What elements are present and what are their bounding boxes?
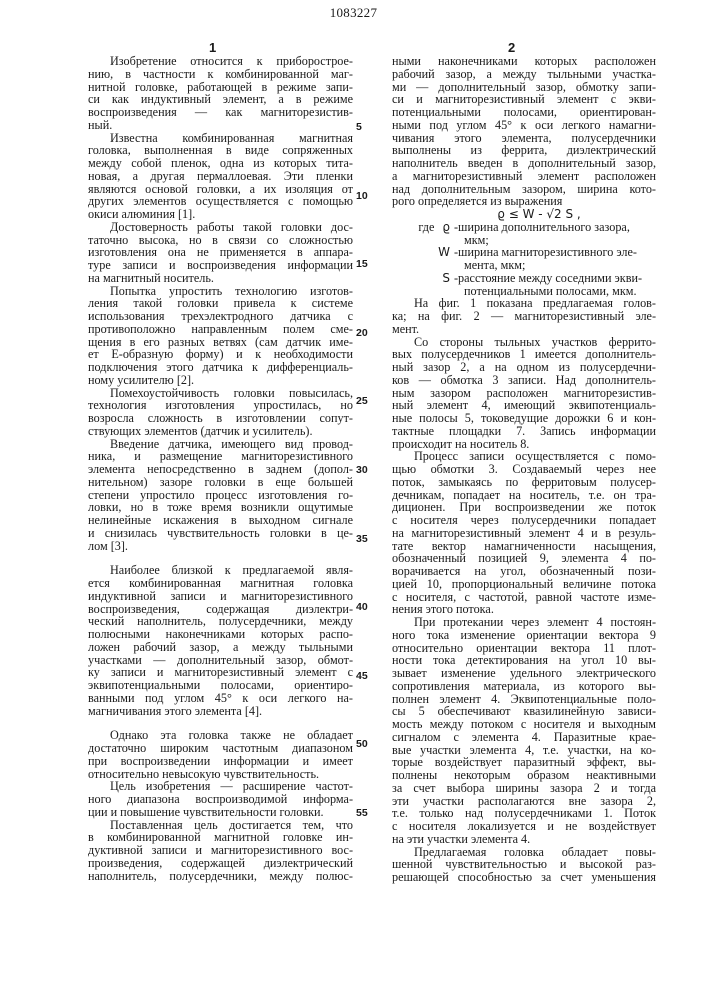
paragraph bbox=[392, 846, 656, 884]
text-line: наполнитель, полусердечники, между полюс- bbox=[88, 870, 353, 883]
text-line: Изобретение относится к приборострое- bbox=[88, 55, 353, 68]
text-line: над дополнительным зазором, ширина кото- bbox=[392, 183, 656, 196]
paragraph bbox=[88, 387, 353, 438]
text-line: участками — дополнительный зазор, обмот- bbox=[88, 654, 353, 667]
text-line: нию, в частности к комбинированной маг- bbox=[88, 68, 353, 81]
text-line: ствующих элементов (датчик и усилитель). bbox=[88, 425, 353, 438]
text-line: на магниторезистивный элемент 4 и в резуль- bbox=[392, 527, 656, 540]
text-line: ворачивается на угол, обозначенный пози- bbox=[392, 565, 656, 578]
text-line: использования трехэлектродного датчика с bbox=[88, 310, 353, 323]
paragraph bbox=[88, 132, 353, 221]
text-line: рого определяется из выражения bbox=[392, 195, 656, 208]
text-line: мкм; bbox=[454, 234, 656, 247]
text-line: ловки, но в тоже время возникли ощутимые bbox=[88, 501, 353, 514]
text-line: дуктивной записи и магниторезистивного вос- bbox=[88, 844, 353, 857]
text-line: воспроизведения — как магниторезистив- bbox=[88, 106, 353, 119]
text-line: нения этого потока. bbox=[392, 603, 656, 616]
text-line: мость между потоком с носителя и выходным bbox=[392, 718, 656, 731]
text-line: на эти участки элемента 4. bbox=[392, 833, 656, 846]
text-line: ности тока детектирования на угол 10 вы- bbox=[392, 654, 656, 667]
text-line: При протекании через элемент 4 постоян- bbox=[392, 616, 656, 629]
text-line: подключения этого датчика к дифференциаль- bbox=[88, 361, 353, 374]
text-line: магничивания этого элемента [4]. bbox=[88, 705, 353, 718]
text-line: Известна комбинированная магнитная bbox=[88, 132, 353, 145]
text-line: ческий наполнитель, полусердечники, между bbox=[88, 615, 353, 628]
text-line: мента, мкм; bbox=[454, 259, 656, 272]
paragraph bbox=[88, 221, 353, 285]
text-line: цией 10, пропорциональный величине потока bbox=[392, 578, 656, 591]
text-line: полнен элемент 4. Эквипотенциальные поло- bbox=[392, 693, 656, 706]
text-line: ет Е-образную форму) и к необходимости bbox=[88, 348, 353, 361]
text-line: вых полусердечников 1 имеется дополнитель- bbox=[392, 348, 656, 361]
text-line: поток, замыкаясь по ферритовым полусер- bbox=[392, 476, 656, 489]
text-line: тактные площадки 7. Запись информации bbox=[392, 425, 656, 438]
line-number: 35 bbox=[356, 533, 368, 545]
paragraph bbox=[392, 336, 656, 451]
text-line: с носителя локализуется и не воздействует bbox=[392, 820, 656, 833]
text-line: таточно высока, но в связи со сложностью bbox=[88, 234, 353, 247]
text-line: си как индуктивный элемент, а в режиме bbox=[88, 93, 353, 106]
definition-item bbox=[392, 272, 656, 298]
text-line: ника, и размещение магниторезистивного bbox=[88, 450, 353, 463]
text-line: дечникам, попадает на носитель, т.е. он тра- bbox=[392, 489, 656, 502]
text-line: Помехоустойчивость головки повысилась, bbox=[88, 387, 353, 400]
line-number: 20 bbox=[356, 327, 368, 339]
text-line: достаточно широким частотным диапазоном bbox=[88, 742, 353, 755]
definition-symbol bbox=[392, 246, 454, 272]
paragraph bbox=[392, 297, 656, 335]
text-line: индуктивной записи и магниторезистивного bbox=[88, 590, 353, 603]
text-line: ку записи и магниторезистивный элемент с bbox=[88, 666, 353, 679]
paragraph bbox=[88, 564, 353, 717]
text-line: нительном) зазоре головки в еще большей bbox=[88, 476, 353, 489]
text-line: с носителя через полусердечники попадает bbox=[392, 514, 656, 527]
text-line: сопротивления материала, из которого вы- bbox=[392, 680, 656, 693]
text-line: с носителя, с частотой, равной частоте изме- bbox=[392, 591, 656, 604]
text-line: обозначенный позицией 9, элемента 4 по- bbox=[392, 552, 656, 565]
text-line: нитной головке, работающей в режиме запи- bbox=[88, 81, 353, 94]
paragraph bbox=[88, 438, 353, 553]
text-line: решающей способностью за счет уменьшения bbox=[392, 871, 656, 884]
definition-text bbox=[454, 272, 656, 298]
text-line: зывает изменение удельного электрического bbox=[392, 667, 656, 680]
text-line: между собой пленок, одна из которых тита- bbox=[88, 157, 353, 170]
definition-item bbox=[392, 221, 656, 247]
column-number-right: 2 bbox=[508, 40, 515, 55]
text-line: Цель изобретения — расширение частот- bbox=[88, 780, 353, 793]
text-line: произведения, содержащей диэлектрический bbox=[88, 857, 353, 870]
text-line: головка, выполненная в виде сопряженных bbox=[88, 144, 353, 157]
text-line: ми — дополнительный зазор, обмотку запи- bbox=[392, 81, 656, 94]
text-line: ления такой головки привела к системе bbox=[88, 297, 353, 310]
text-line: ными под углом 45° к оси легкого намагни- bbox=[392, 119, 656, 132]
paragraph bbox=[88, 55, 353, 132]
text-line: ции и повышение чувствительности головки. bbox=[88, 806, 353, 819]
text-line: ными наконечниками которых расположен bbox=[392, 55, 656, 68]
text-line: ного диапазона воспроизводимой информа- bbox=[88, 793, 353, 806]
text-line: а магниторезистивный элемент расположен bbox=[392, 170, 656, 183]
text-line: ный. bbox=[88, 119, 353, 132]
text-line: при воспроизведении информации и имеет bbox=[88, 755, 353, 768]
symbol: ϱ bbox=[442, 220, 450, 234]
text-line: относительно ориентации вектора 11 плот- bbox=[392, 642, 656, 655]
text-line: изготовления она не применяется в аппара- bbox=[88, 246, 353, 259]
line-number: 30 bbox=[356, 464, 368, 476]
line-number: 5 bbox=[356, 121, 362, 133]
text-line: являются основой головки, а их изоляция от bbox=[88, 183, 353, 196]
definition-symbol bbox=[392, 221, 454, 247]
text-line: других элементов осуществляется с помощью bbox=[88, 195, 353, 208]
text-line: окиси алюминия [1]. bbox=[88, 208, 353, 221]
text-line: торые воздействует паразитный эффект, вы- bbox=[392, 756, 656, 769]
text-line: На фиг. 1 показана предлагаемая голов- bbox=[392, 297, 656, 310]
paragraph bbox=[88, 819, 353, 883]
definition-symbol bbox=[392, 272, 454, 298]
text-line: вые участки элемента 4, т.е. участки, на ко- bbox=[392, 744, 656, 757]
text-line: ный зазор 2, а на одном из полусердечни- bbox=[392, 361, 656, 374]
paragraph bbox=[88, 729, 353, 780]
text-line: -ширина дополнительного зазора, bbox=[454, 221, 656, 234]
text-line: ный элемент 4, имеющий эквипотенциаль- bbox=[392, 399, 656, 412]
text-line: ного тока изменение ориентации вектора 9 bbox=[392, 629, 656, 642]
definition-item bbox=[392, 246, 656, 272]
line-number: 40 bbox=[356, 601, 368, 613]
text-line: сы 5 обеспечивают квазилинейную зависи- bbox=[392, 705, 656, 718]
right-text-column bbox=[392, 55, 656, 884]
text-line: чивания этого элемента, полусердечники bbox=[392, 132, 656, 145]
text-line: возросла сложность в изготовлении сопут- bbox=[88, 412, 353, 425]
left-text-column bbox=[88, 55, 353, 882]
text-line: шенной чувствительностью и высокой раз- bbox=[392, 858, 656, 871]
definition-text bbox=[454, 246, 656, 272]
text-line: -ширина магниторезистивного эле- bbox=[454, 246, 656, 259]
text-line: элемента непосредственно в заднем (допол- bbox=[88, 463, 353, 476]
text-line: ложен рабочий зазор, а между тыльными bbox=[88, 641, 353, 654]
text-line: мент. bbox=[392, 323, 656, 336]
formula: ϱ ≤ W - √2 S , bbox=[392, 208, 656, 221]
text-line: Процесс записи осуществляется с помо- bbox=[392, 450, 656, 463]
text-line: диционен. При воспроизведении же поток bbox=[392, 501, 656, 514]
text-line: противоположно направленным полем сме- bbox=[88, 323, 353, 336]
text-line: потенциальными полосами, ориентирован- bbox=[392, 106, 656, 119]
text-line: и снизилась чувствительность головки в це- bbox=[88, 527, 353, 540]
text-line: Достоверность работы такой головки дос- bbox=[88, 221, 353, 234]
paragraph bbox=[392, 450, 656, 616]
text-line: эти участки располагаются вне зазора 2, bbox=[392, 795, 656, 808]
text-line: технология изготовления упростилась, но bbox=[88, 399, 353, 412]
paragraph bbox=[88, 780, 353, 818]
text-line: лом [3]. bbox=[88, 540, 353, 553]
line-number: 25 bbox=[356, 395, 368, 407]
text-line: Поставленная цель достигается тем, что bbox=[88, 819, 353, 832]
text-line: степени упростило процесс изготовления го- bbox=[88, 489, 353, 502]
patent-number: 1083227 bbox=[0, 5, 707, 21]
text-line: полнены некоторым образом неактивными bbox=[392, 769, 656, 782]
text-line: новая, а другая пермаллоевая. Эти пленки bbox=[88, 170, 353, 183]
paragraph bbox=[392, 55, 656, 208]
text-line: за счет выбора ширины зазора 2 и тогда bbox=[392, 782, 656, 795]
text-line: ка; на фиг. 2 — магниторезистивный эле- bbox=[392, 310, 656, 323]
line-number: 10 bbox=[356, 190, 368, 202]
paragraph bbox=[392, 616, 656, 846]
text-line: ется комбинированная магнитная головка bbox=[88, 577, 353, 590]
line-number: 50 bbox=[356, 738, 368, 750]
text-line: потенциальными полосами, мкм. bbox=[454, 285, 656, 298]
text-line: относительно невысокую чувствительность. bbox=[88, 768, 353, 781]
line-number: 45 bbox=[356, 670, 368, 682]
text-line: Наиболее близкой к предлагаемой явля- bbox=[88, 564, 353, 577]
text-line: сигналом с элемента 4. Паразитные крае- bbox=[392, 731, 656, 744]
column-number-left: 1 bbox=[209, 40, 216, 55]
text-line: происходит на носитель 8. bbox=[392, 438, 656, 451]
symbol: S bbox=[442, 271, 450, 285]
text-line: Попытка упростить технологию изготов- bbox=[88, 285, 353, 298]
text-line: щения в его разных ветвях (сам датчик име- bbox=[88, 336, 353, 349]
text-line: ным зазором расположен магниторезистив- bbox=[392, 387, 656, 400]
text-line: Со стороны тыльных участков феррито- bbox=[392, 336, 656, 349]
text-line: си и магниторезистивный элемент с экви- bbox=[392, 93, 656, 106]
text-line: воспроизведения, содержащая диэлектри- bbox=[88, 603, 353, 616]
text-line: щью обмотки 3. Создаваемый через нее bbox=[392, 463, 656, 476]
definitions-prefix: где bbox=[418, 220, 434, 234]
symbol: W bbox=[438, 245, 450, 259]
text-line: тате вектор намагниченности насыщения, bbox=[392, 540, 656, 553]
text-line: нелинейные искажения в выходном сигнале bbox=[88, 514, 353, 527]
text-line: ванными под углом 45° к оси легкого на- bbox=[88, 692, 353, 705]
text-line: Введение датчика, имеющего вид провод- bbox=[88, 438, 353, 451]
text-line: наполнитель введен в дополнительный зазор, bbox=[392, 157, 656, 170]
text-line: в комбинированной магнитной головке ин- bbox=[88, 831, 353, 844]
text-line: Предлагаемая головка обладает повы- bbox=[392, 846, 656, 859]
definitions-list bbox=[392, 221, 656, 298]
text-line: выполнены из феррита, диэлектрический bbox=[392, 144, 656, 157]
definition-text bbox=[454, 221, 656, 247]
paragraph bbox=[88, 285, 353, 387]
text-line: туре записи и воспроизведения информации bbox=[88, 259, 353, 272]
text-line: рабочий зазор, а между тыльными участка- bbox=[392, 68, 656, 81]
line-number: 55 bbox=[356, 807, 368, 819]
text-line: ные полосы 5, токоведущие дорожки 6 и кон- bbox=[392, 412, 656, 425]
text-line: на магнитный носитель. bbox=[88, 272, 353, 285]
text-line: -расстояние между соседними экви- bbox=[454, 272, 656, 285]
text-line: полюсными наконечниками которых распо- bbox=[88, 628, 353, 641]
text-line: эквипотенциальными полосами, ориентиро- bbox=[88, 679, 353, 692]
line-number: 15 bbox=[356, 258, 368, 270]
text-line: ков — обмотка 3 записи. Над дополнитель- bbox=[392, 374, 656, 387]
text-line: Однако эта головка также не обладает bbox=[88, 729, 353, 742]
text-line: т.е. только над полусердечниками 1. Поток bbox=[392, 807, 656, 820]
text-line: ному усилителю [2]. bbox=[88, 374, 353, 387]
